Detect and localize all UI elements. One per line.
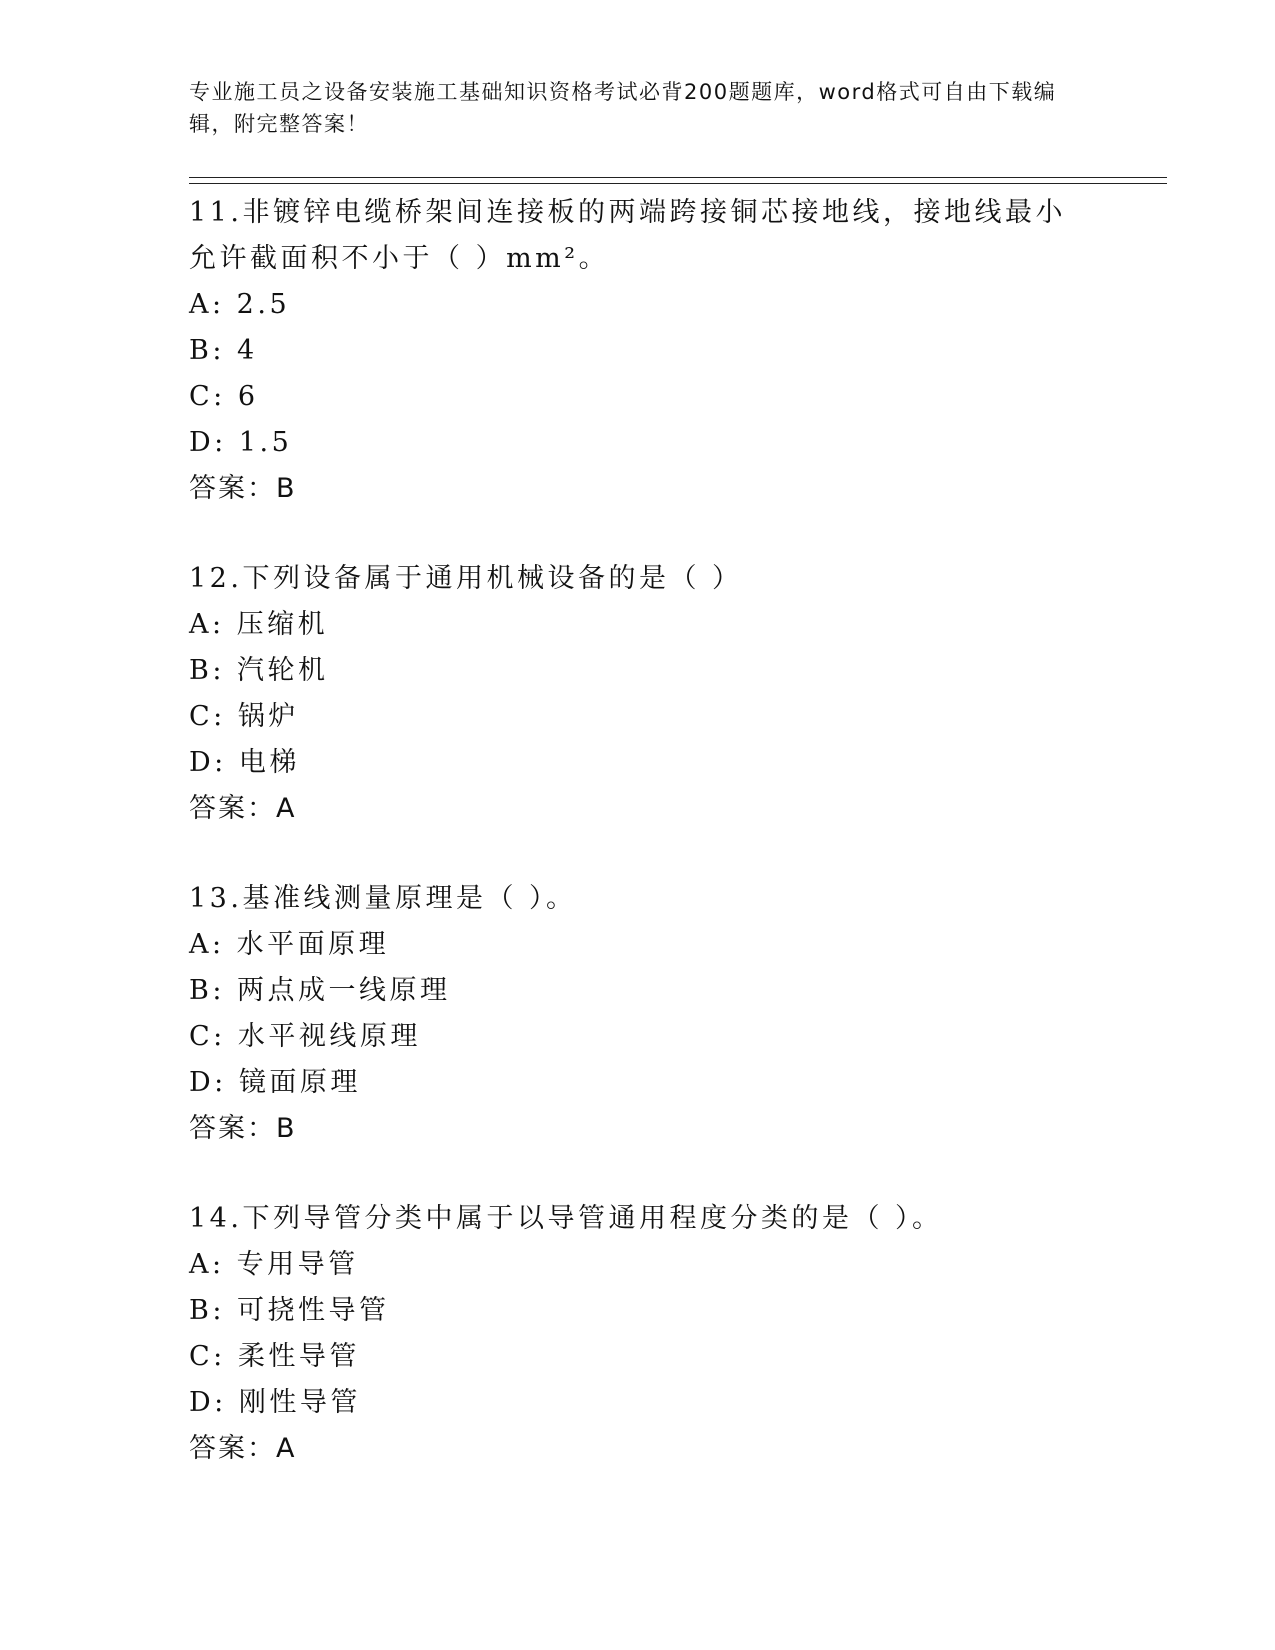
option-b: B: 可挠性导管 — [189, 1295, 390, 1326]
header-title: 专业施工员之设备安装施工基础知识资格考试必背200题题库，word格式可自由下载编辑，附完整答案！ — [189, 80, 1057, 136]
answer-line — [189, 1106, 1089, 1152]
answer-label: 答案： — [189, 1113, 276, 1144]
question-stem: 11.非镀锌电缆桥架间连接板的两端跨接铜芯接地线，接地线最小允许截面积不小于（ ）mm²。 — [189, 197, 1066, 274]
option-a: A: 水平面原理 — [189, 929, 390, 960]
question-14 — [189, 1196, 1089, 1472]
header-divider-top — [189, 177, 1167, 178]
question-13 — [189, 876, 1089, 1152]
question-12 — [189, 556, 1089, 832]
answer-value: A — [276, 793, 297, 824]
option-d: D: 刚性导管 — [189, 1387, 361, 1418]
option-b: B: 汽轮机 — [189, 655, 329, 686]
answer-label: 答案： — [189, 1433, 276, 1464]
answer-line — [189, 466, 1089, 512]
answer-line — [189, 1426, 1089, 1472]
answer-line — [189, 786, 1089, 832]
option-d: D: 电梯 — [189, 747, 300, 778]
question-stem: 14.下列导管分类中属于以导管通用程度分类的是（ ）。 — [189, 1203, 943, 1234]
answer-value: B — [276, 473, 297, 504]
option-b: B: 4 — [189, 335, 258, 366]
option-c: C: 锅炉 — [189, 701, 299, 732]
option-d: D: 镜面原理 — [189, 1067, 361, 1098]
option-a: A: 压缩机 — [189, 609, 329, 640]
option-b: B: 两点成一线原理 — [189, 975, 451, 1006]
answer-value: A — [276, 1433, 297, 1464]
answer-label: 答案： — [189, 793, 276, 824]
question-stem: 12.下列设备属于通用机械设备的是（ ） — [189, 563, 743, 594]
option-a: A: 2.5 — [189, 289, 291, 320]
question-stem: 13.基准线测量原理是（ ）。 — [189, 883, 577, 914]
option-c: C: 柔性导管 — [189, 1341, 360, 1372]
document-header — [189, 76, 1089, 140]
answer-value: B — [276, 1113, 297, 1144]
option-d: D: 1.5 — [189, 427, 293, 458]
option-c: C: 6 — [189, 381, 259, 412]
question-11 — [189, 190, 1089, 512]
header-divider-bottom — [189, 183, 1167, 184]
option-c: C: 水平视线原理 — [189, 1021, 421, 1052]
question-list — [189, 190, 1089, 1516]
option-a: A: 专用导管 — [189, 1249, 359, 1280]
answer-label: 答案： — [189, 473, 276, 504]
